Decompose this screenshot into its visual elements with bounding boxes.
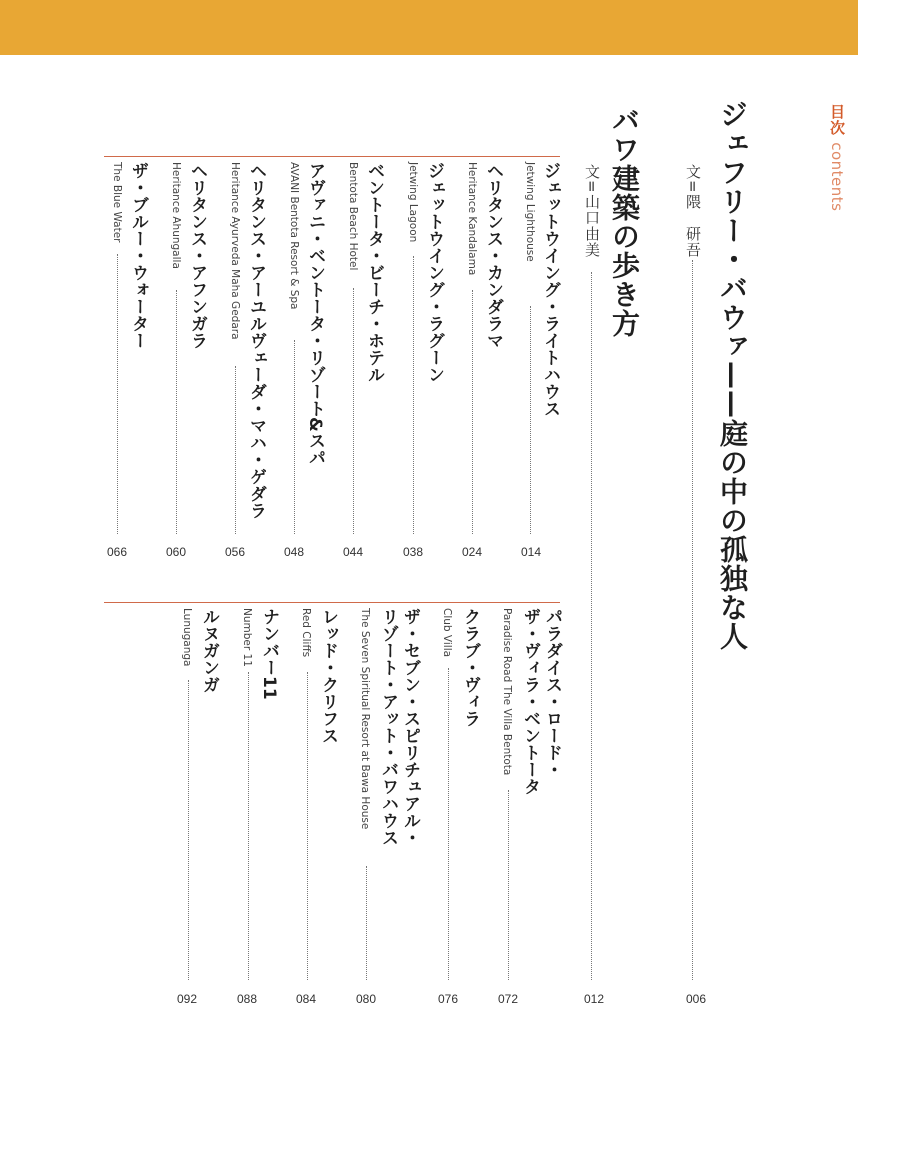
section1-byline: 文=隈 研吾: [684, 164, 702, 258]
section2-leader: [591, 272, 592, 980]
entry-page: 024: [462, 545, 483, 559]
entry-subtitle: AVANI Bentota Resort & Spa: [288, 162, 300, 310]
entry-page: 056: [225, 545, 246, 559]
entry-page: 038: [403, 545, 424, 559]
entry-title: ザ・セブン・スピリチュアル・: [400, 608, 420, 846]
entry-title-line2: リゾート・アット・バワハウス: [378, 608, 398, 846]
entry-subtitle: Jetwing Lagoon: [407, 162, 419, 243]
section1-page: 006: [686, 992, 707, 1006]
entry-leader: [307, 672, 308, 980]
entry-subtitle: Paradise Road The Villa Bentota: [501, 608, 513, 776]
entry-leader: [188, 680, 189, 980]
entry-leader: [448, 668, 449, 980]
entry-subtitle: Red Cliffs: [300, 608, 312, 658]
entry-leader: [472, 290, 473, 534]
entry-title: ナンバー11: [259, 608, 279, 700]
entry-leader: [353, 288, 354, 534]
group1-rule: [104, 156, 560, 157]
entry-leader: [248, 672, 249, 980]
entry-page: 076: [438, 992, 459, 1006]
entry-page: 084: [296, 992, 317, 1006]
entry-subtitle: Number 11: [241, 608, 253, 667]
entry-page: 080: [356, 992, 377, 1006]
entry-subtitle: Heritance Ahungalla: [170, 162, 182, 269]
toc-heading-ja: 目次: [828, 104, 846, 136]
toc-heading: [827, 104, 848, 211]
entry-page: 014: [521, 545, 542, 559]
entry-page: 066: [107, 545, 128, 559]
entry-leader: [176, 290, 177, 534]
entry-subtitle: The Blue Water: [111, 162, 123, 243]
entry-title: ザ・ブルー・ウォーター: [128, 162, 148, 349]
entry-leader: [530, 306, 531, 534]
section2-page: 012: [584, 992, 605, 1006]
entry-subtitle: Heritance Kandalama: [466, 162, 478, 276]
entry-title: クラブ・ヴィラ: [460, 608, 480, 727]
entry-title: ルヌガンガ: [199, 608, 219, 693]
entry-subtitle: Jetwing Lighthouse: [524, 162, 536, 262]
entry-page: 092: [177, 992, 198, 1006]
entry-title: レッド・クリフス: [318, 608, 338, 744]
section1-title[interactable]: ジェフリー・バウァ——庭の中の孤独な人: [716, 100, 749, 651]
entry-leader: [235, 366, 236, 534]
section2-title[interactable]: バワ建築の歩き方: [608, 106, 641, 338]
header-band: [0, 0, 858, 55]
entry-leader: [413, 256, 414, 534]
entry-title: アヴァニ・ベントータ・リゾート&スパ: [305, 162, 325, 466]
toc-heading-en: contents: [828, 142, 846, 212]
entry-leader: [117, 254, 118, 534]
entry-title-line2: ザ・ヴィラ・ベントータ: [520, 608, 540, 795]
entry-title: パラダイス・ロード・: [542, 608, 562, 778]
entry-leader: [294, 340, 295, 534]
entry-subtitle: Bentota Beach Hotel: [347, 162, 359, 271]
entry-page: 060: [166, 545, 187, 559]
entry-title: ジェットウイング・ライトハウス: [540, 162, 560, 417]
entry-subtitle: Club Villa: [441, 608, 453, 658]
entry-page: 088: [237, 992, 258, 1006]
entry-title: ヘリタンス・アーユルヴェーダ・マハ・ゲダラ: [246, 162, 266, 519]
entry-page: 048: [284, 545, 305, 559]
entry-title: ベントータ・ビーチ・ホテル: [364, 162, 384, 383]
entry-subtitle: Heritance Ayurveda Maha Gedara: [229, 162, 241, 340]
section1-leader: [692, 260, 693, 980]
entry-leader: [366, 866, 367, 980]
entry-page: 072: [498, 992, 519, 1006]
entry-subtitle: The Seven Spiritual Resort at Bawa House: [359, 608, 371, 830]
section2-byline: 文=山口由美: [583, 164, 601, 258]
entry-leader: [508, 790, 509, 980]
group2-rule: [104, 602, 560, 603]
entry-title: ジェットウイング・ラグーン: [424, 162, 444, 383]
entry-subtitle: Lunuganga: [181, 608, 193, 667]
entry-title: ヘリタンス・アフンガラ: [187, 162, 207, 349]
entry-title: ヘリタンス・カンダラマ: [483, 162, 503, 349]
entry-page: 044: [343, 545, 364, 559]
